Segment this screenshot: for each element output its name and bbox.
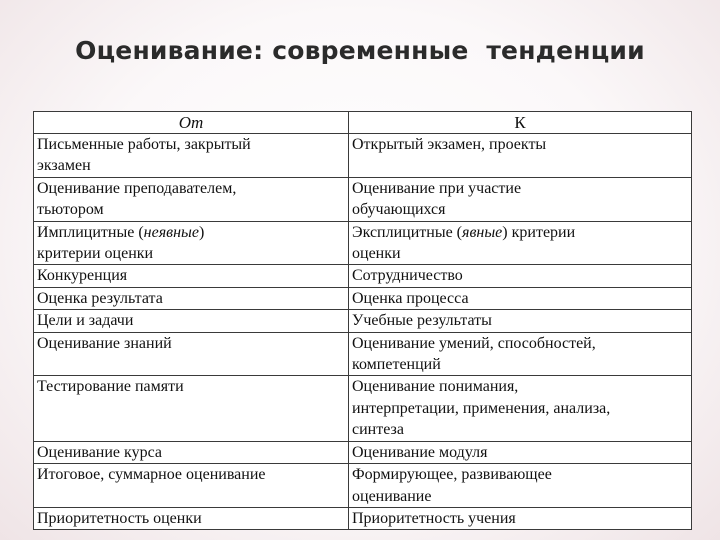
- cell-to: Открытый экзамен, проекты: [349, 134, 692, 178]
- cell-from: Письменные работы, закрытый экзамен: [34, 134, 349, 178]
- table-row: [34, 287, 692, 309]
- table-row: [34, 441, 692, 463]
- cell-from: Конкуренция: [34, 265, 349, 287]
- cell-to: Оценивание понимания, интерпретации, применения, анализа, синтеза: [349, 376, 692, 441]
- cell-from: Оценка результата: [34, 287, 349, 309]
- header-to: К: [349, 112, 692, 134]
- cell-to-italic: явные: [462, 223, 503, 241]
- slide-title: Оценивание: современные тенденции: [75, 36, 645, 65]
- table-row: [34, 221, 692, 265]
- cell-to: Формирующее, развивающее оценивание: [349, 464, 692, 508]
- cell-from: Цели и задачи: [34, 310, 349, 332]
- table-row: [34, 310, 692, 332]
- cell-to: Оценивание при участие обучающихся: [349, 177, 692, 221]
- cell-to: Оценка процесса: [349, 287, 692, 309]
- table-row: [34, 507, 692, 529]
- table-row: [34, 332, 692, 376]
- cell-from: Итоговое, суммарное оценивание: [34, 464, 349, 508]
- cell-to: Сотрудничество: [349, 265, 692, 287]
- cell-to: Приоритетность учения: [349, 507, 692, 529]
- cell-from-text: Имплицитные (: [37, 223, 144, 241]
- cell-from: Оценивание преподавателем, тьютором: [34, 177, 349, 221]
- cell-from: Оценивание знаний: [34, 332, 349, 376]
- cell-from: Тестирование памяти: [34, 376, 349, 441]
- table-header-row: [34, 112, 692, 134]
- cell-from: Оценивание курса: [34, 441, 349, 463]
- cell-to: [349, 221, 692, 265]
- table-row: [34, 177, 692, 221]
- cell-to: Оценивание модуля: [349, 441, 692, 463]
- cell-from-text: ) критерии оценки: [37, 223, 205, 263]
- comparison-table: [33, 111, 692, 530]
- cell-from: [34, 221, 349, 265]
- table-row: [34, 376, 692, 441]
- table-row: [34, 134, 692, 178]
- cell-to: Учебные результаты: [349, 310, 692, 332]
- cell-to-text: ) критерии оценки: [352, 223, 576, 263]
- cell-to: Оценивание умений, способностей, компетенций: [349, 332, 692, 376]
- cell-from: Приоритетность оценки: [34, 507, 349, 529]
- table-row: [34, 464, 692, 508]
- table-row: [34, 265, 692, 287]
- cell-to-text: Эксплицитные (: [352, 223, 463, 241]
- cell-from-italic: неявные: [143, 223, 199, 241]
- header-from: От: [34, 112, 349, 134]
